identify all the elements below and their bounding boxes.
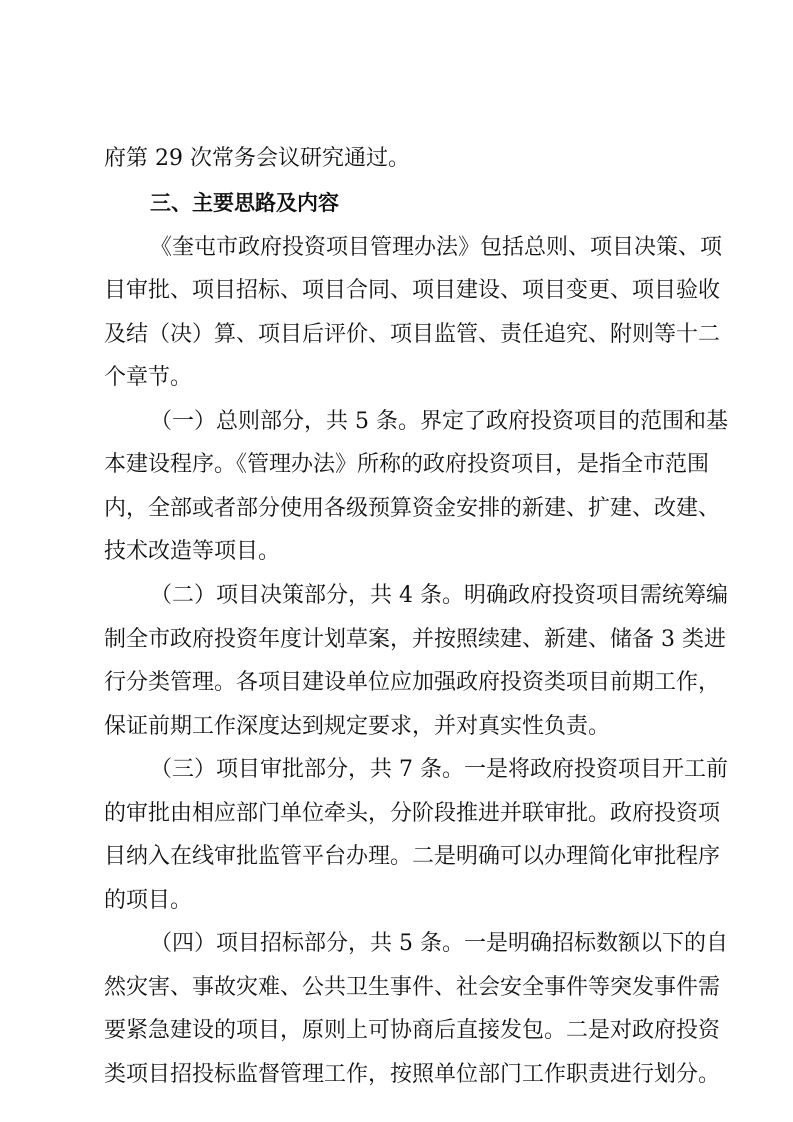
paragraph-line: （一）总则部分，共 5 条。界定了政府投资项目的范围和基 [150,409,728,434]
paragraph-line: 要紧急建设的项目，原则上可协商后直接发包。二是对政府投资 [104,1018,721,1043]
paragraph-line: 《奎屯市政府投资项目管理办法》包括总则、项目决策、项 [150,235,723,260]
paragraph-line: （三）项目审批部分，共 7 条。一是将政府投资项目开工前 [150,757,728,782]
paragraph-line: 的审批由相应部门单位牵头，分阶段推进并联审批。政府投资项 [104,801,721,826]
paragraph-line: 内，全部或者部分使用各级预算资金安排的新建、扩建、改建、 [104,496,721,521]
section-heading: 三、主要思路及内容 [150,191,339,215]
intro-line: 府第 29 次常务会议研究通过。 [104,146,410,171]
paragraph-line: （二）项目决策部分，共 4 条。明确政府投资项目需统筹编 [150,583,728,608]
paragraph-line: 然灾害、事故灾难、公共卫生事件、社会安全事件等突发事件需 [104,975,721,1000]
paragraph-line: 及结（决）算、项目后评价、项目监管、责任追究、附则等十二 [104,322,721,347]
paragraph-line: 制全市政府投资年度计划草案，并按照续建、新建、储备 3 类进 [104,627,726,652]
paragraph-line: 类项目招投标监督管理工作，按照单位部门工作职责进行划分。 [104,1062,721,1087]
paragraph-line: 本建设程序。《管理办法》所称的政府投资项目，是指全市范围 [104,452,710,477]
paragraph-line: 的项目。 [104,888,193,913]
paragraph-line: 个章节。 [104,365,193,390]
paragraph-line: 目纳入在线审批监管平台办理。二是明确可以办理简化审批程序 [104,844,721,869]
paragraph-line: 行分类管理。各项目建设单位应加强政府投资类项目前期工作， [104,670,721,695]
paragraph-line: 技术改造等项目。 [104,539,281,564]
paragraph-line: 保证前期工作深度达到规定要求，并对真实性负责。 [104,714,611,739]
paragraph-line: （四）项目招标部分，共 5 条。一是明确招标数额以下的自 [150,931,728,956]
paragraph-line: 目审批、项目招标、项目合同、项目建设、项目变更、项目验收 [104,278,721,303]
